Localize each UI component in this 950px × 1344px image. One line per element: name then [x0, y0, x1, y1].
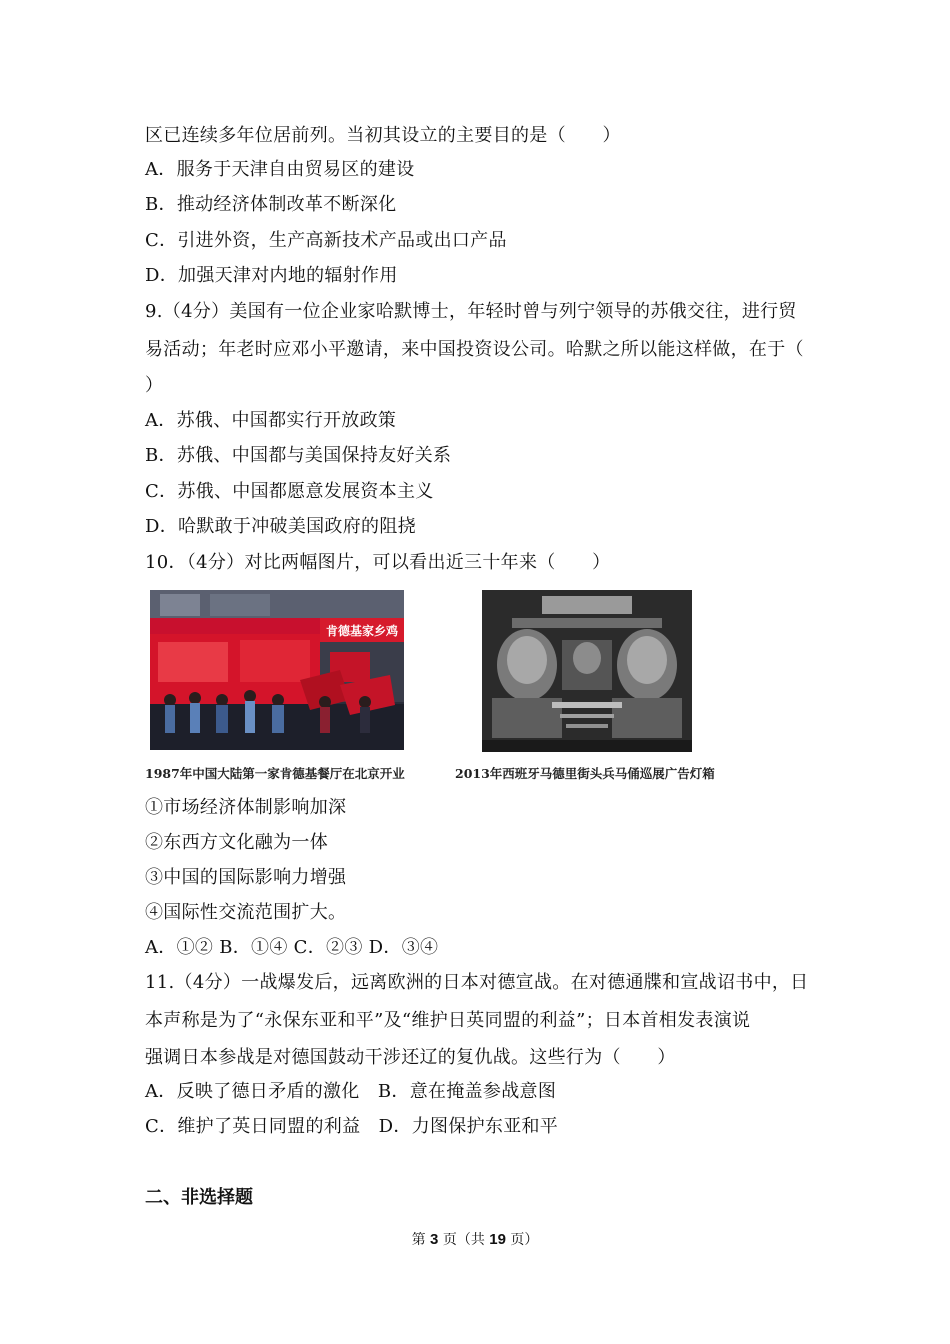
footer-middle: 页（共 — [442, 1232, 485, 1248]
q10-answer-choices: A．①② B．①④ C．②③ D．③④ — [145, 937, 439, 958]
terracotta-ad-photo — [482, 590, 692, 752]
q8-option-a: A．服务于天津自由贸易区的建设 — [145, 159, 415, 180]
q8-option-c: C．引进外资，生产高新技术产品或出口产品 — [145, 230, 507, 251]
kfc-opening-photo — [150, 590, 404, 750]
q11-options-row-1: A．反映了德日矛盾的激化 B．意在掩盖参战意图 — [145, 1081, 557, 1102]
kfc-sign-text: 肯德基家乡鸡 — [325, 624, 399, 638]
footer-prefix: 第 — [411, 1232, 426, 1248]
footer-suffix: 页） — [510, 1232, 539, 1248]
footer-page-number: 3 — [430, 1231, 439, 1248]
q10-item-3: ③中国的国际影响力增强 — [145, 867, 347, 888]
q9-option-d: D．哈默敢于冲破美国政府的阻挠 — [145, 516, 416, 537]
q9-option-c: C．苏俄、中国都愿意发展资本主义 — [145, 481, 434, 502]
q11-options-row-2: C．维护了英日同盟的利益 D．力图保护东亚和平 — [145, 1116, 559, 1137]
q10-stem: 10．（4分）对比两幅图片，可以看出近三十年来（ ） — [145, 552, 611, 573]
q11-stem-line-2: 本声称是为了“永保东亚和平”及“维护日英同盟的利益”；日本首相发表演说 — [145, 1010, 751, 1031]
q9-stem-line-3: ） — [145, 375, 164, 396]
left-photo-caption: 1987年中国大陆第一家肯德基餐厅在北京开业 — [145, 766, 405, 781]
q11-stem-line-1: 11.（4分）一战爆发后，远离欧洲的日本对德宣战。在对德通牒和宣战诏书中，日 — [145, 972, 809, 993]
page-footer — [0, 1230, 950, 1250]
right-photo-caption: 2013年西班牙马德里街头兵马俑巡展广告灯箱 — [455, 766, 715, 781]
section-title: 二、非选择题 — [145, 1187, 253, 1208]
q11-stem-line-3: 强调日本参战是对德国鼓动干涉还辽的复仇战。这些行为（ ） — [145, 1047, 676, 1068]
q8-option-d: D．加强天津对内地的辐射作用 — [145, 265, 398, 286]
q10-item-2: ②东西方文化融为一体 — [145, 832, 328, 853]
q9-option-b: B．苏俄、中国都与美国保持友好关系 — [145, 445, 452, 466]
q8-option-b: B．推动经济体制改革不断深化 — [145, 194, 397, 215]
footer-total-pages: 19 — [489, 1231, 506, 1248]
q9-stem-line-1: 9.（4分）美国有一位企业家哈默博士，年轻时曾与列宁领导的苏俄交往，进行贸 — [145, 301, 797, 322]
q10-item-4: ④国际性交流范围扩大。 — [145, 902, 347, 923]
q9-stem-line-2: 易活动；年老时应邓小平邀请，来中国投资设公司。哈默之所以能这样做，在于（ — [145, 339, 804, 360]
q10-item-1: ①市场经济体制影响加深 — [145, 797, 347, 818]
q8-stem-tail: 区已连续多年位居前列。当初其设立的主要目的是（ ） — [145, 125, 621, 146]
q9-option-a: A．苏俄、中国都实行开放政策 — [145, 410, 397, 431]
